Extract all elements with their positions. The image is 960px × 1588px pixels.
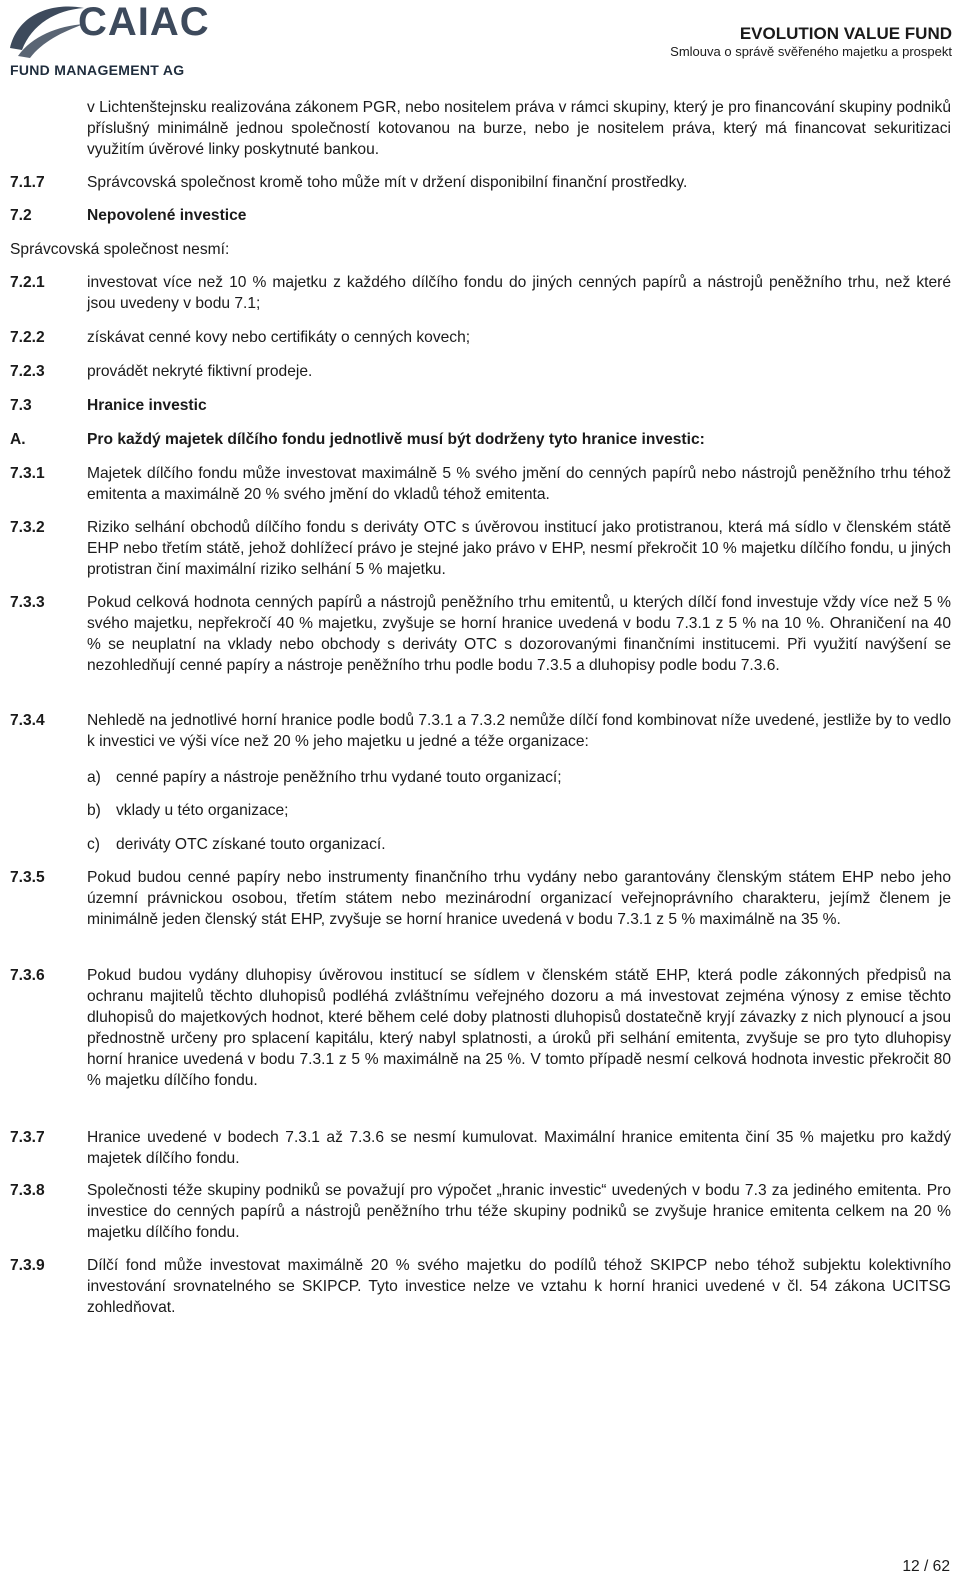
section-number: 7.1.7 — [10, 174, 45, 191]
list-item: vklady u této organizace; — [116, 802, 289, 819]
section-text: Riziko selhání obchodů dílčího fondu s deriváty OTC s úvěrovou institucí jako protistranou, která má sídlo v členském státě EHP nebo třetím státě, jehož dohlížecí právo je stejné jako právo v EHP, nesmí překročit 10 % majetku dílčího fondu, u jiných protistran činí maximální riziko selhání 5 % majetku. — [87, 519, 951, 578]
section-text: investovat více než 10 % majetku z každého dílčího fondu do jiných cenných papírů a nástrojů peněžního trhu, než které jsou uvedeny v bodu 7.1; — [87, 274, 951, 312]
section-text: Pokud budou cenné papíry nebo instrumenty finančního trhu vydány nebo garantovány členským státem EHP nebo jeho územní právnickou osobou, třetím státem nebo mezinárodní organizací veřejnoprávního charakteru, jejímž členem je minimálně jeden členský stát EHP, zvyšuje se horní hranice uvedená v bodu 7.3.1 z 5 % maximálně na 35 %. — [87, 869, 951, 928]
list-item-letter: a) — [87, 769, 101, 786]
logo-name: CAIAC — [78, 0, 210, 44]
section-number: 7.3.2 — [10, 519, 45, 536]
section-lead: Správcovská společnost nesmí: — [10, 241, 230, 258]
section-text: Nehledě na jednotlivé horní hranice podle bodů 7.3.1 a 7.3.2 nemůže dílčí fond kombinovat níže uvedené, jestliže by to vedlo k investici ve výši více než 20 % jeho majetku u jedné a téže organizace: — [87, 712, 951, 750]
section-number: 7.3.8 — [10, 1182, 45, 1199]
section-text: Společnosti téže skupiny podniků se považují pro výpočet „hranic investic“ uvedených v bodu 7.3 za jediného emitenta. Pro investice do cenných papírů a nástrojů peněžního trhu téže skupiny podniků se zvyšuje hranice emitenta celkem na 20 % majetku dílčího fondu. — [87, 1182, 951, 1241]
list-item-letter: b) — [87, 802, 101, 819]
section-number: 7.3.9 — [10, 1257, 45, 1274]
list-item: cenné papíry a nástroje peněžního trhu vydané touto organizací; — [116, 769, 562, 786]
section-number: 7.3.1 — [10, 465, 45, 482]
document-header — [670, 24, 952, 60]
section-heading: Hranice investic — [87, 397, 207, 414]
section-text: Pokud budou vydány dluhopisy úvěrovou institucí se sídlem v členském státě EHP, která podle zákonných předpisů na ochranu majitelů těchto dluhopisů podléhá zvláštnímu veřejného dozoru a má investovat zejména výnosy z emise těchto dluhopisů do majetkových hodnot, které během celé doby platnosti dluhopisů dostatečně kryjí závazky z nich plynoucí a jsou přednostně určeny pro splacení kapitálu, který nabyl splatnosti, a úroků při selhání emitenta, zvyšuje se pro tyto dluhopisy horní hranice uvedená v bodu 7.3.1 z 5 % maximálně na 25 %. V tomto případě nesmí celková hodnota investic překročit 80 % majetku dílčího fondu. — [87, 967, 951, 1089]
section-text: Správcovská společnost kromě toho může mít v držení disponibilní finanční prostředky. — [87, 174, 688, 191]
section-number: 7.3 — [10, 397, 32, 414]
company-logo — [8, 0, 218, 80]
fund-title: EVOLUTION VALUE FUND — [739, 24, 952, 43]
section-heading: Pro každý majetek dílčího fondu jednotlivě musí být dodrženy tyto hranice investic: — [87, 431, 705, 448]
section-text: Majetek dílčího fondu může investovat maximálně 5 % svého jmění do cenných papírů nebo nástrojů peněžního trhu téhož emitenta a maximálně 20 % svého jmění do vkladů téhož emitenta. — [87, 465, 951, 503]
section-number: 7.3.3 — [10, 594, 45, 611]
section-text: Pokud celková hodnota cenných papírů a nástrojů peněžního trhu emitentů, u kterých dílčí fond investuje vždy více než 5 % svého majetku, nepřekročí 40 % majetku, zvyšuje se horní hranice uvedená v bodu 7.3.1 z 5 % na 10 %. Ohraničení na 40 % se neuplatní na vklady nebo obchody s deriváty OTC s dozorovanými finančními institucemi. Při využití navýšení se nezohledňují cenné papíry a nástroje peněžního trhu podle bodu 7.3.5 a dluhopisy podle bodu 7.3.6. — [87, 594, 951, 674]
section-number: 7.2.1 — [10, 274, 45, 291]
section-text: Dílčí fond může investovat maximálně 20 % svého majetku do podílů téhož SKIPCP nebo téhož subjektu kolektivního investování srovnatelného se SKIPCP. Tyto investice nelze ve vztahu k horní hranici uvedené v čl. 54 zákona UCITSG zohledňovat. — [87, 1257, 951, 1316]
section-number: A. — [10, 431, 26, 448]
section-text: provádět nekryté fiktivní prodeje. — [87, 363, 313, 380]
section-number: 7.2 — [10, 207, 32, 224]
section-number: 7.2.2 — [10, 329, 45, 346]
fund-subtitle: Smlouva o správě svěřeného majetku a prospekt — [670, 44, 952, 59]
intro-paragraph: v Lichtenštejnsku realizována zákonem PGR, nebo nositelem práva v rámci skupiny, který je pro financování skupiny podniků příslušný minimálně jednou společností kotovanou na burze, nebo je nositelem práva, který má financovat sekuritizaci využitím úvěrové linky poskytnuté bankou. — [87, 99, 951, 158]
section-number: 7.2.3 — [10, 363, 45, 380]
section-number: 7.3.4 — [10, 712, 45, 729]
section-number: 7.3.5 — [10, 869, 45, 886]
section-text: získávat cenné kovy nebo certifikáty o cenných kovech; — [87, 329, 471, 346]
logo-subtitle: FUND MANAGEMENT AG — [10, 62, 185, 78]
page-number: 12 / 62 — [902, 1558, 950, 1575]
section-heading: Nepovolené investice — [87, 207, 247, 224]
logo-swoosh-icon — [8, 0, 86, 60]
list-item-letter: c) — [87, 836, 100, 853]
section-text: Hranice uvedené v bodech 7.3.1 až 7.3.6 se nesmí kumulovat. Maximální hranice emitenta činí 35 % majetku pro každý majetek dílčího fondu. — [87, 1129, 951, 1167]
list-item: deriváty OTC získané touto organizací. — [116, 836, 386, 853]
section-number: 7.3.7 — [10, 1129, 45, 1146]
section-number: 7.3.6 — [10, 967, 45, 984]
